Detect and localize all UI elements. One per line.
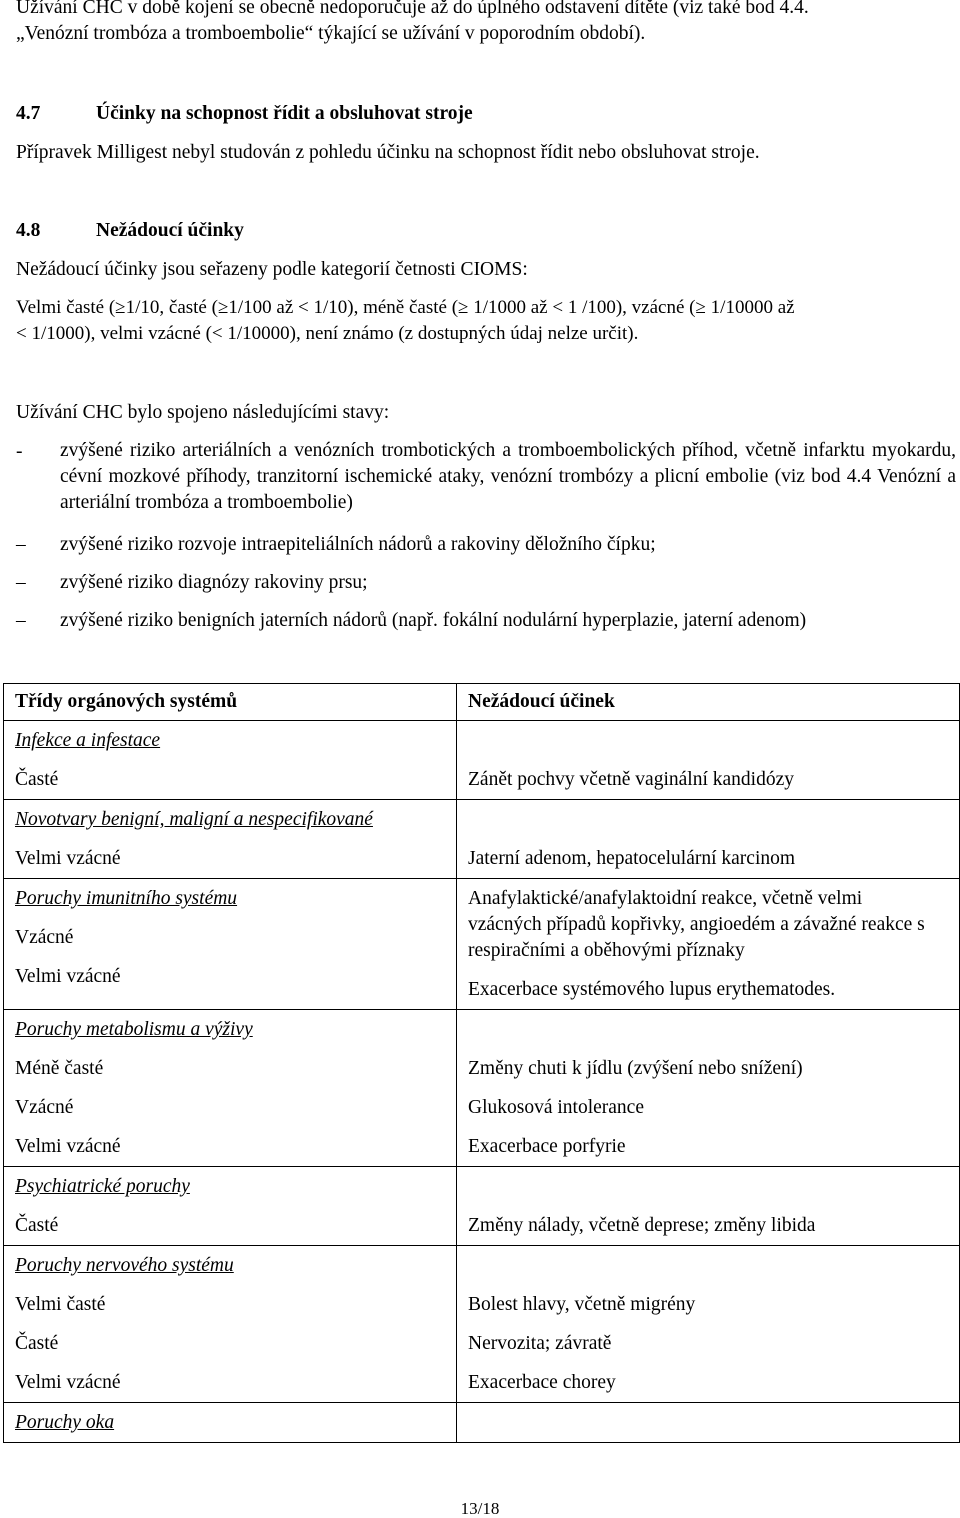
table-row (4, 1403, 960, 1443)
adverse-effects-table (3, 683, 960, 1443)
effect: Změny chuti k jídlu (zvýšení nebo snížení) (468, 1058, 803, 1079)
frequency: Méně časté (15, 1058, 104, 1079)
bullet-item: zvýšené riziko benigních jaterních nádorů (např. fokální nodulární hyperplazie, jaterní adenom) (60, 610, 807, 631)
effect: Nervozita; závratě (468, 1333, 612, 1354)
header-adverse-effect: Nežádoucí účinek (457, 684, 960, 721)
soc-cell (4, 1403, 457, 1443)
intro-line-2: „Venózní trombóza a tromboembolie“ týkající se užívání v poporodním období). (16, 23, 646, 44)
table-row (4, 1246, 960, 1403)
effect: Glukosová intolerance (468, 1097, 644, 1118)
page-number: 13/18 (460, 1499, 500, 1518)
effect-cell (457, 879, 960, 1010)
effect-cell (457, 1246, 960, 1403)
effect: Exacerbace chorey (468, 1372, 616, 1393)
effect: Anafylaktické/anafylaktoidní reakce, včetně velmi vzácných případů kopřivky, angioedém a závažné reakce s respiračními a oběhovými příznaky (468, 888, 925, 961)
intro-line-1: Užívání CHC v době kojení se obecně nedoporučuje až do úplného odstavení dítěte (viz také bod 4.4. (16, 0, 809, 18)
frequency-line-1: Velmi časté (≥1/10, časté (≥1/100 až < 1/10), méně časté (≥ 1/1000 až < 1 /100), vzácné (≥ 1/10000 až (16, 297, 795, 318)
frequency: Velmi vzácné (15, 1372, 121, 1393)
frequency: Časté (15, 1215, 59, 1236)
section-4-8-title: Nežádoucí účinky (96, 220, 244, 241)
section-4-7-title: Účinky na schopnost řídit a obsluhovat stroje (96, 103, 473, 124)
soc-cell (4, 1167, 457, 1246)
soc-cell (4, 800, 457, 879)
section-4-7-text: Přípravek Milligest nebyl studován z pohledu účinku na schopnost řídit nebo obsluhovat stroje. (16, 142, 760, 163)
section-4-8-number: 4.8 (16, 220, 41, 241)
frequency: Časté (15, 769, 59, 790)
effect: Jaterní adenom, hepatocelulární karcinom (468, 848, 796, 869)
bullet-item: zvýšené riziko arteriálních a venózních trombotických a tromboembolických příhod, včetně infarktu myokardu, cévní mozkové příhody, tranzitorní ischemické ataky, venózní trombózy a plicní embolie (viz bod 4.4 Venózní a arteriální trombóza a tromboembolie) (60, 440, 956, 513)
effect-cell (457, 800, 960, 879)
bullet-mark: – (16, 572, 26, 593)
table-row (4, 721, 960, 800)
soc-cell (4, 721, 457, 800)
effect: Exacerbace systémového lupus erythematodes. (468, 979, 836, 1000)
section-4-7-number: 4.7 (16, 103, 41, 124)
soc-name: Poruchy metabolismu a výživy (15, 1019, 253, 1040)
frequency: Velmi vzácné (15, 848, 121, 869)
frequency: Vzácné (15, 1097, 74, 1118)
bullet-mark: - (16, 441, 23, 462)
section-4-8-intro: Nežádoucí účinky jsou seřazeny podle kategorií četnosti CIOMS: (16, 259, 528, 280)
table-header-row (4, 684, 960, 721)
bullet-item: zvýšené riziko rozvoje intraepiteliálních nádorů a rakoviny děložního čípku; (60, 534, 656, 555)
frequency: Vzácné (15, 927, 74, 948)
frequency: Velmi vzácné (15, 966, 121, 987)
effect-cell (457, 1403, 960, 1443)
soc-name: Poruchy oka (15, 1412, 115, 1433)
bullet-mark: – (16, 610, 26, 631)
effect: Exacerbace porfyrie (468, 1136, 626, 1157)
soc-name: Novotvary benigní, maligní a nespecifikované (15, 809, 373, 830)
soc-cell (4, 1010, 457, 1167)
table-row (4, 800, 960, 879)
soc-cell (4, 879, 457, 1010)
soc-name: Poruchy imunitního systému (15, 888, 238, 909)
chc-intro: Užívání CHC bylo spojeno následujícími stavy: (16, 402, 390, 423)
frequency: Velmi časté (15, 1294, 106, 1315)
header-soc: Třídy orgánových systémů (4, 684, 457, 721)
frequency-line-2: < 1/1000), velmi vzácné (< 1/10000), není známo (z dostupných údaj nelze určit). (16, 323, 639, 344)
effect-cell (457, 1167, 960, 1246)
soc-name: Poruchy nervového systému (15, 1255, 234, 1276)
soc-name: Psychiatrické poruchy (15, 1176, 190, 1197)
effect: Bolest hlavy, včetně migrény (468, 1294, 696, 1315)
effect: Zánět pochvy včetně vaginální kandidózy (468, 769, 794, 790)
bullet-mark: – (16, 534, 26, 555)
effect-cell (457, 1010, 960, 1167)
frequency: Časté (15, 1333, 59, 1354)
table-row (4, 879, 960, 1010)
bullet-item: zvýšené riziko diagnózy rakoviny prsu; (60, 572, 368, 593)
effect-cell (457, 721, 960, 800)
table-row (4, 1167, 960, 1246)
soc-cell (4, 1246, 457, 1403)
effect: Změny nálady, včetně deprese; změny libida (468, 1215, 816, 1236)
table-row (4, 1010, 960, 1167)
soc-name: Infekce a infestace (15, 730, 161, 751)
frequency: Velmi vzácné (15, 1136, 121, 1157)
